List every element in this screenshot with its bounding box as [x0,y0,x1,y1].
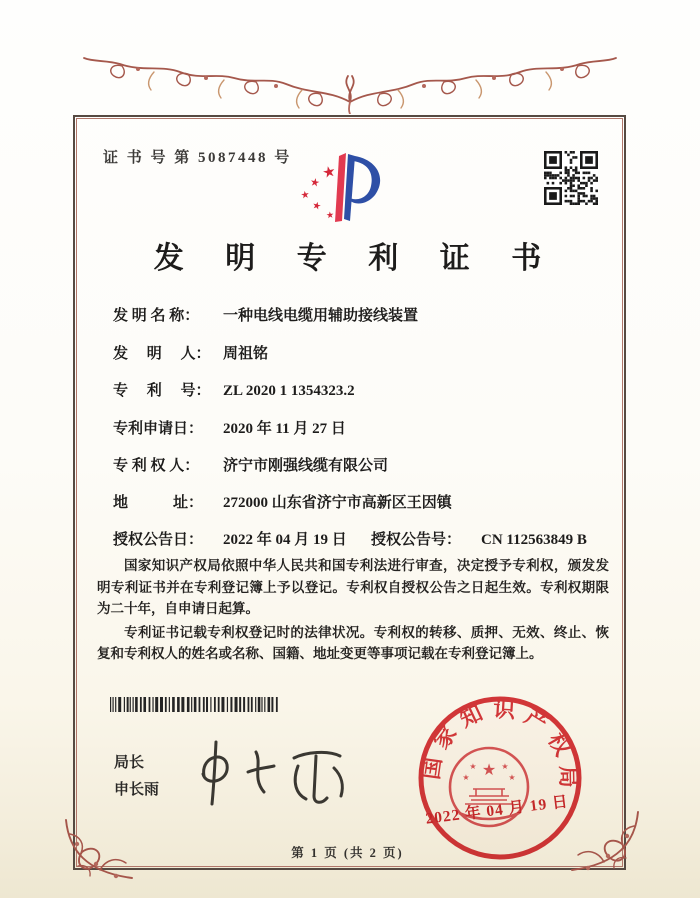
svg-text:★: ★ [508,773,516,782]
field-grant-number [371,528,587,549]
signer-name: 申长雨 [114,782,160,798]
field-grant-date-and-number [113,528,613,549]
top-garland-ornament [80,56,620,114]
svg-text:局: 局 [555,765,582,789]
svg-text:国: 国 [418,755,447,782]
svg-text:★: ★ [310,200,323,213]
field-label: 专利申请日： [113,421,204,437]
svg-text:知: 知 [455,699,487,732]
field-value: 272000 山东省济宁市高新区王因镇 [223,495,452,511]
svg-text:★: ★ [462,773,470,782]
legal-text [97,555,609,667]
signer-block [114,750,159,804]
official-red-seal [414,692,586,864]
field-value: 2022 年 04 月 19 日 [223,532,347,548]
field-patentee [113,454,613,475]
legal-paragraph-1: 国家知识产权局依照中华人民共和国专利法进行审查，决定授予专利权，颁发发明专利证书并在专利登记簿上予以登记。专利权自授权公告之日起生效。专利权期限为二十年，自申请日起算。 [97,558,609,616]
svg-text:★: ★ [501,762,509,771]
svg-text:家: 家 [428,720,462,754]
document-title: 发 明 专 利 证 书 [153,242,559,275]
field-label: 专 利 权 人： [113,458,200,474]
svg-text:★: ★ [325,210,335,222]
field-label: 发 明 名 称： [113,308,200,324]
qr-code-icon [544,151,598,205]
svg-text:★: ★ [300,189,311,202]
svg-text:识: 识 [492,696,516,723]
svg-text:权: 权 [543,728,576,761]
field-label: 授权公告号： [371,532,462,548]
certificate-number: 证 书 号 第 5087448 号 [103,150,292,166]
legal-paragraph-2: 专利证书记载专利权登记时的法律状况。专利权的转移、质押、无效、终止、恢复和专利权人的姓名或名称、国籍、地址变更等事项记载在专利登记簿上。 [97,624,609,661]
field-value: 济宁市刚强线缆有限公司 [223,458,389,474]
field-value: 周祖铭 [223,346,269,362]
signer-title: 局长 [114,755,145,771]
field-label: 地 址： [113,495,204,511]
field-application-date [113,417,613,438]
field-invention-name [113,304,613,325]
field-inventor [113,342,613,363]
field-value: 2020 年 11 月 27 日 [223,421,346,437]
page-number: 第 1 页 (共 2 页) [291,846,404,860]
svg-text:★: ★ [320,161,338,183]
handwritten-signature-icon [190,736,358,812]
svg-text:★: ★ [481,760,497,779]
cnipa-patent-logo-icon [297,150,389,230]
field-label: 授权公告日： [113,532,204,548]
seal-date: 2022 年 04 月 19 日 [424,793,570,828]
field-label: 专 利 号： [113,383,211,399]
field-address [113,491,613,512]
barcode-icon [110,697,280,712]
field-value: 一种电线电缆用辅助接线装置 [223,308,419,324]
svg-text:产: 产 [520,703,553,737]
svg-text:★: ★ [469,762,477,771]
field-value: CN 112563849 B [481,532,587,548]
field-patent-number [113,379,613,400]
field-label: 发 明 人： [113,346,211,362]
field-value: ZL 2020 1 1354323.2 [223,383,355,399]
svg-text:★: ★ [308,175,321,190]
